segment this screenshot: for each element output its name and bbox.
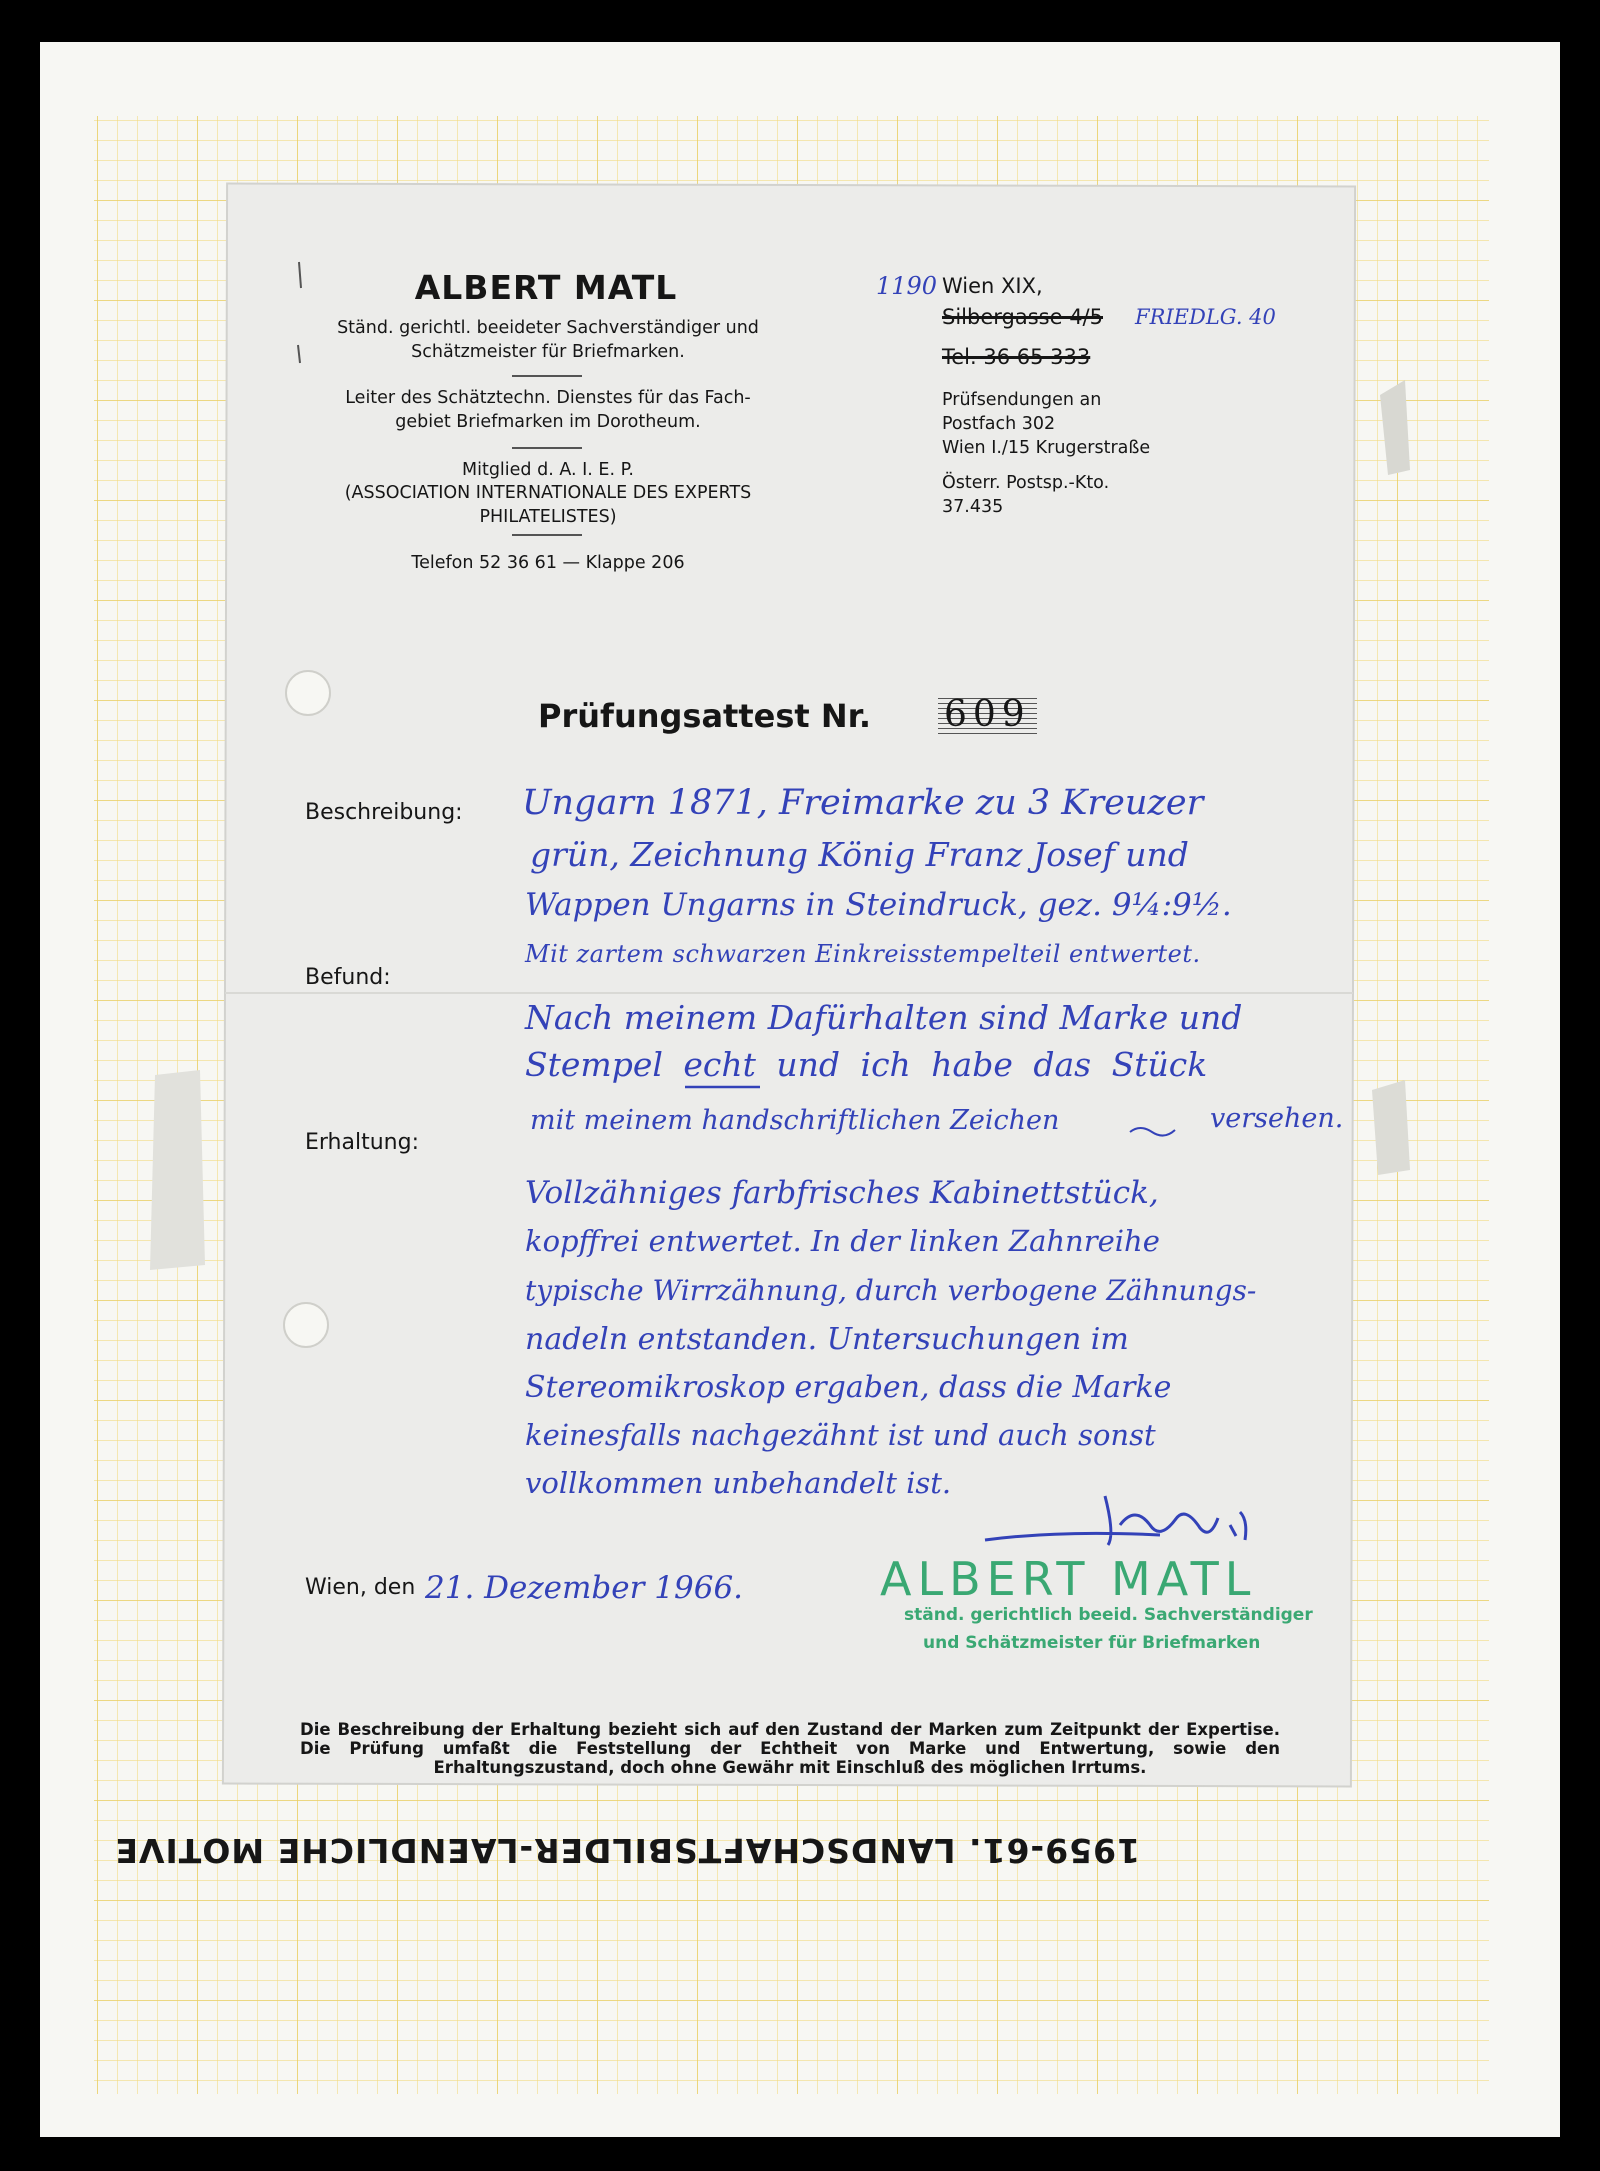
handwriting-line: Stempel echt und ich habe das Stück [525, 1045, 1208, 1084]
punch-hole [284, 1303, 328, 1347]
footer-disclaimer: Die Beschreibung der Erhaltung bezieht sich auf den Zustand der Marken zum Zeitpunkt der Expertise. Die Prüfung umfaßt die Feststellung der Echtheit von Marke und Entwertung, sowie den Erhaltungszustand, doch ohne Gewähr mit Einschluß des möglichen Irrtums. [300, 1720, 1280, 1777]
letterhead-phone: Telefon 52 36 61 — Klappe 206 [411, 553, 685, 573]
address-post: Postfach 302 [942, 414, 1056, 434]
letterhead-line: PHILATELISTES) [479, 507, 617, 527]
handwriting-line: Stereomikroskop ergaben, dass die Marke [525, 1370, 1172, 1405]
handwriting-line: kopffrei entwertet. In der linken Zahnreihe [525, 1224, 1160, 1258]
address-street-handwritten: FRIEDLG. 40 [1135, 305, 1276, 329]
punch-hole [286, 671, 330, 715]
handwriting-line: Ungarn 1871, Freimarke zu 3 Kreuzer [522, 783, 1204, 823]
handwriting-line: Nach meinem Dafürhalten sind Marke und [525, 998, 1243, 1037]
address-tel-struck: Tel. 36 65 333 [942, 345, 1091, 369]
handwriting-line: mit meinem handschriftlichen Zeichen [530, 1105, 1060, 1136]
album-caption: 1959-61. LANDSCHAFTSBILDER-LAENDLICHE MOTIVE [114, 1831, 1140, 1870]
stamp-line: ständ. gerichtlich beeid. Sachverständiger [904, 1605, 1313, 1625]
letterhead-line: Leiter des Schätztechn. Dienstes für das Fach- [345, 388, 751, 408]
handwriting-line: vollkommen unbehandelt ist. [525, 1466, 952, 1500]
handwriting-line: typische Wirrzähnung, durch verbogene Zähnungs- [525, 1274, 1257, 1307]
label-beschreibung: Beschreibung: [305, 800, 463, 825]
label-wien-den: Wien, den [305, 1575, 416, 1600]
address-post: Prüfsendungen an [942, 390, 1102, 410]
address-post: Wien I./15 Krugerstraße [942, 438, 1151, 458]
postcode-handwritten: 1190 [876, 272, 938, 300]
letterhead-line: (ASSOCIATION INTERNATIONALE DES EXPERTS [344, 483, 752, 503]
tape-mark [150, 1070, 205, 1270]
handwriting-line: nadeln entstanden. Untersuchungen im [525, 1322, 1129, 1357]
handwriting-line: grün, Zeichnung König Franz Josef und [530, 835, 1189, 874]
handwriting-line: Mit zartem schwarzen Einkreisstempelteil entwertet. [525, 940, 1201, 968]
handwriting-line: Vollzähniges farbfrisches Kabinettstück, [525, 1175, 1159, 1211]
tape-mark [1372, 1080, 1410, 1175]
label-befund: Befund: [305, 965, 391, 990]
address-street-struck: Silbergasse 4/5 [942, 305, 1103, 329]
stamp-line: und Schätzmeister für Briefmarken [923, 1633, 1261, 1653]
handwriting-line: Wappen Ungarns in Steindruck, gez. 9¼:9½. [525, 887, 1232, 923]
label-erhaltung: Erhaltung: [305, 1130, 419, 1155]
stamp-name: ALBERT MATL [880, 1552, 1257, 1606]
handwriting-line: versehen. [1210, 1103, 1344, 1134]
letterhead-name: ALBERT MATL [414, 268, 678, 307]
handwriting-line: keinesfalls nachgezähnt ist und auch sonst [525, 1418, 1156, 1452]
letterhead-line: gebiet Briefmarken im Dorotheum. [395, 412, 701, 432]
certificate-number: 609 [938, 694, 1037, 735]
letterhead-line: Schätzmeister für Briefmarken. [411, 342, 685, 362]
address-bank: 37.435 [942, 497, 1004, 517]
address-city: Wien XIX, [942, 274, 1043, 298]
handwritten-date: 21. Dezember 1966. [425, 1570, 744, 1606]
address-bank: Österr. Postsp.-Kto. [942, 473, 1110, 493]
certificate-title: Prüfungsattest Nr. [538, 697, 871, 735]
letterhead-line: Mitglied d. A. I. E. P. [462, 460, 634, 480]
letterhead-line: Ständ. gerichtl. beeideter Sachverständiger und [337, 318, 759, 338]
